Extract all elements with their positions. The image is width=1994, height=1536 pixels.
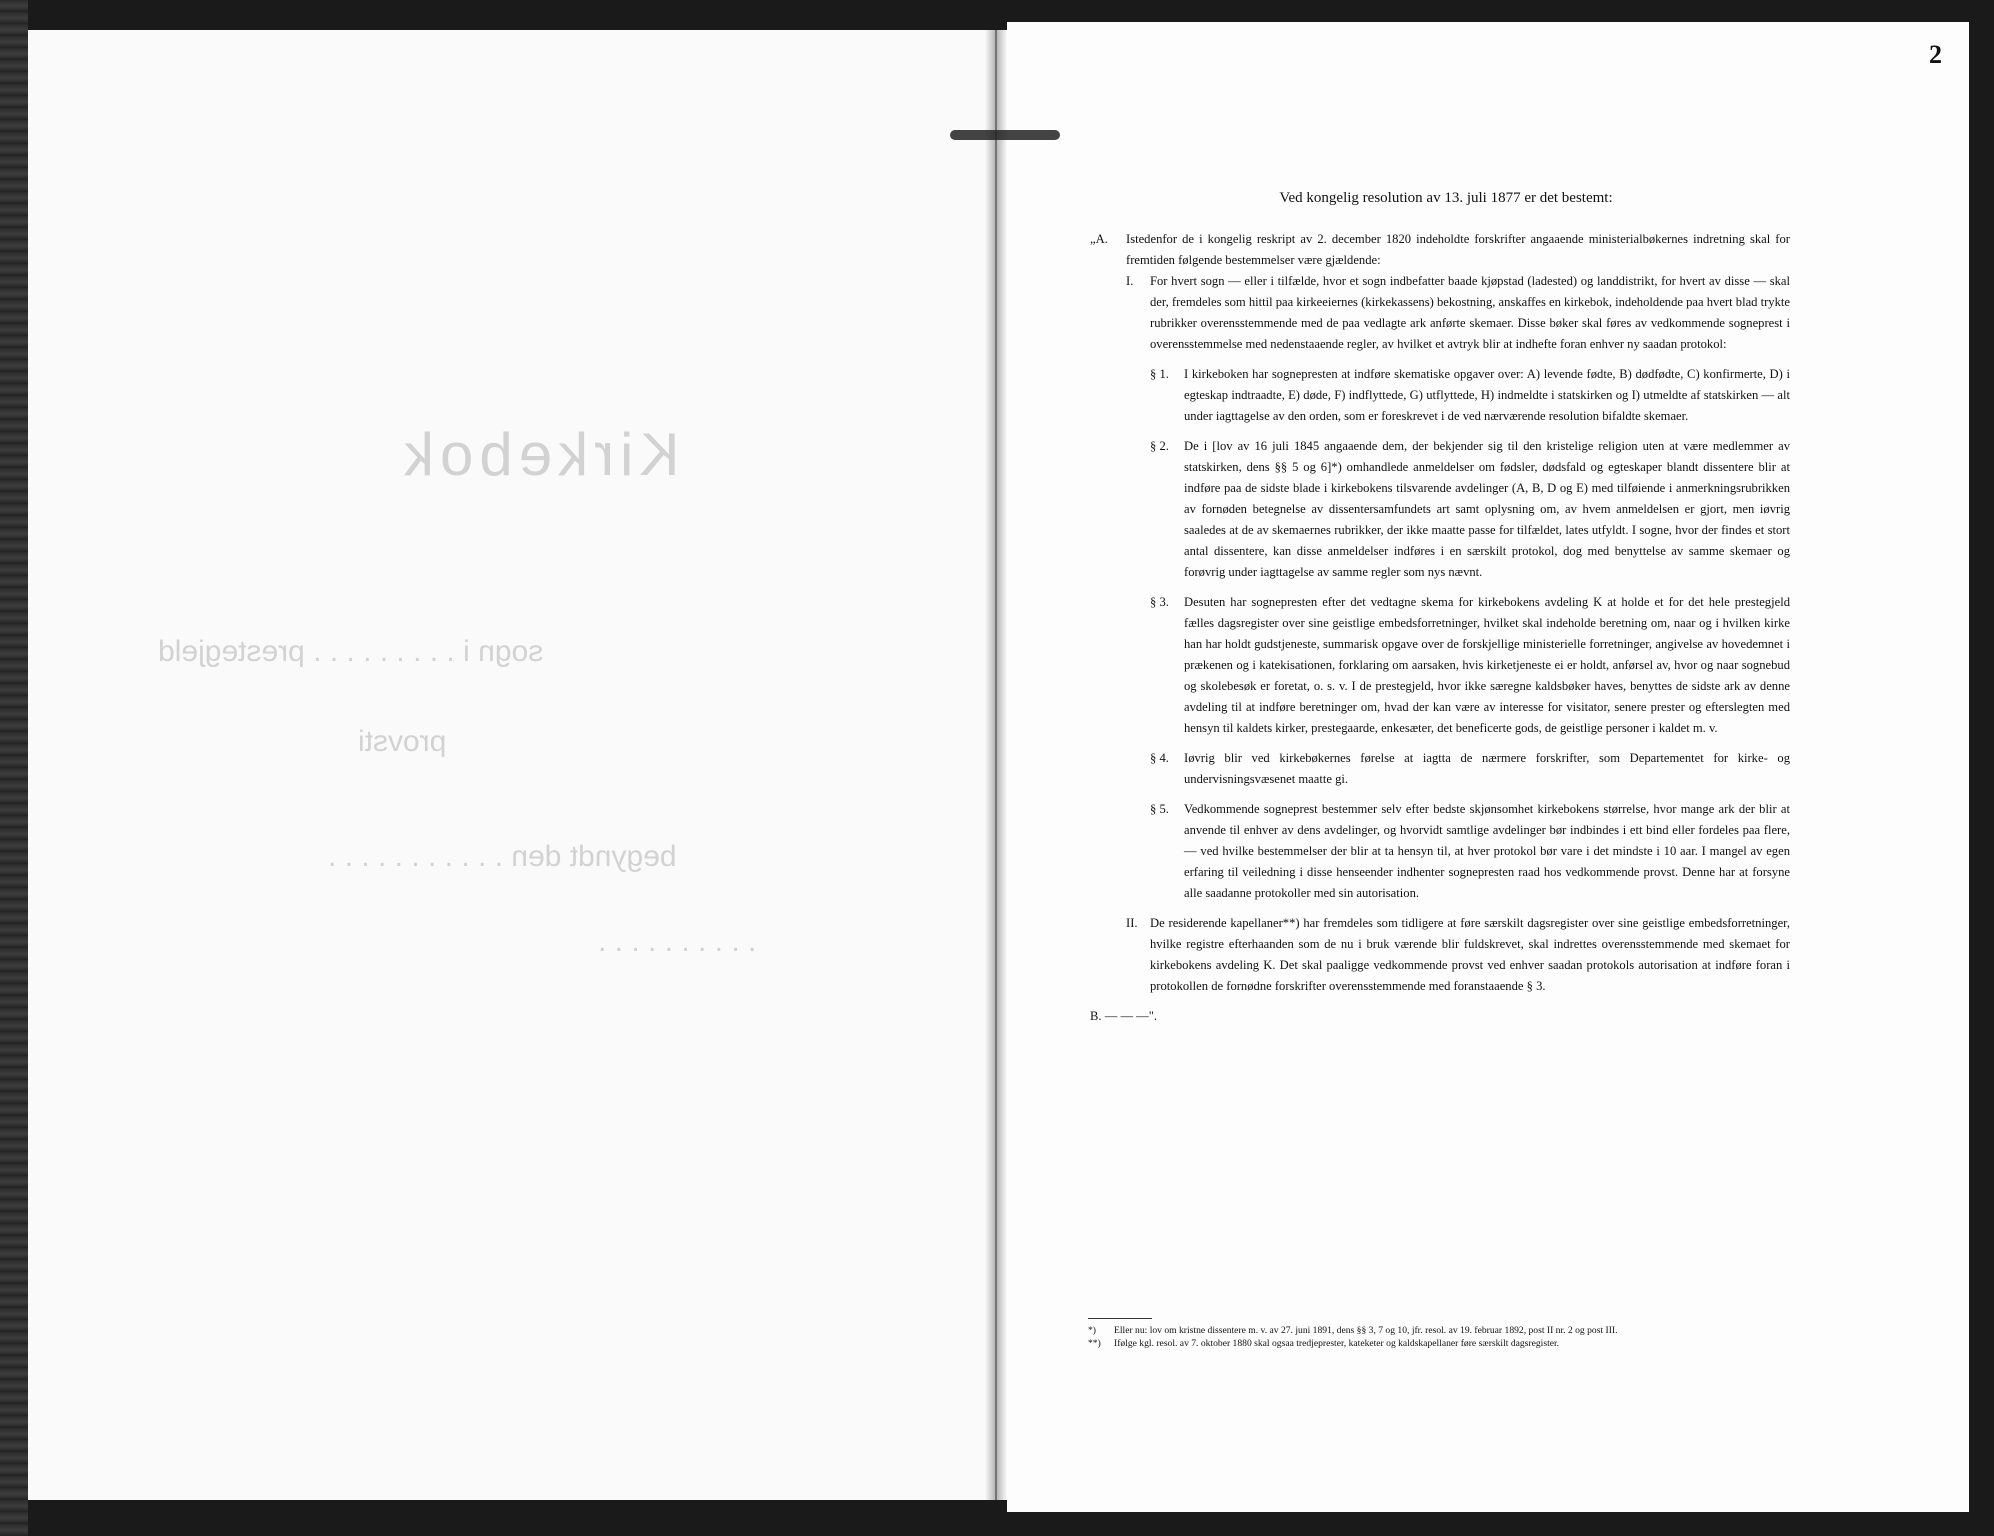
part-i	[1126, 271, 1790, 355]
footnote-text: Ifølge kgl. resol. av 7. oktober 1880 skal ogsaa tredjeprester, kateketer og kaldskapellaner føre særskilt dagsregister.	[1114, 1338, 1560, 1349]
footnote-label: *)	[1088, 1325, 1096, 1336]
footnote	[1088, 1324, 1800, 1337]
book-spine	[0, 0, 28, 1536]
paragraph-4	[1150, 748, 1790, 790]
bleed-through-line: sogn i . . . . . . . . . prestegjeld	[158, 635, 544, 668]
section-a-intro: Istedenfor de i kongelig reskript av 2. december 1820 indeholdte forskrifter angaaende ministerialbøkernes indretning skal for fremtiden følgende bestemmelser være gjældende:	[1126, 232, 1790, 267]
paragraph-5	[1150, 799, 1790, 904]
footnote-rule	[1088, 1318, 1152, 1319]
part-i-label: I.	[1126, 274, 1134, 288]
bleed-through-line: provsti	[358, 725, 447, 758]
paragraph-label: § 4.	[1150, 751, 1169, 765]
section-a	[1090, 229, 1790, 904]
page-heading: Ved kongelig resolution av 13. juli 1877 er det bestemt:	[1279, 190, 1613, 206]
section-a-label: „A.	[1090, 232, 1108, 246]
footnote-text: Eller nu: lov om kristne dissentere m. v. av 27. juni 1891, dens §§ 3, 7 og 10, jfr. resol. av 19. februar 1892, post II nr. 2 og post III.	[1114, 1325, 1618, 1336]
paragraph-label: § 1.	[1150, 367, 1169, 381]
footnote	[1088, 1337, 1800, 1350]
paragraph-3	[1150, 592, 1790, 739]
paragraph-text: Iøvrig blir ved kirkebøkernes førelse at iagtta de nærmere forskrifter, som Departementet for kirke- og undervisningsvæsenet maatte gi.	[1184, 751, 1790, 786]
paragraph-label: § 3.	[1150, 595, 1169, 609]
left-page	[28, 30, 1002, 1500]
paragraph-2	[1150, 436, 1790, 583]
book-gutter	[985, 30, 1007, 1500]
resolution-text	[1090, 188, 1790, 1027]
paragraph-text: Vedkommende sogneprest bestemmer selv efter bedste skjønsomhet kirkebokens størrelse, hvor mange ark der blir at anvende til enhver av dens avdelinger, og hvorvidt samtlige avdelinger bør indbindes i ett bind eller fordeles paa flere, — ved hvilke bestemmelser der blir at ta hensyn til, at hver protokol bør vare i det mindste i 10 aar. I mangel av egen erfaring til veiledning i disse henseender indhenter sognepresten raad hos vedkommende provst. Denne har at forsyne alle saadanne protokoller med sin autorisation.	[1184, 802, 1790, 900]
paragraph-text: I kirkeboken har sognepresten at indføre skematiske opgaver over: A) levende fødte, B) dødfødte, C) konfirmerte, D) i egteskap indtraadte, E) døde, F) indflyttede, G) utflyttede, H) indmeldte i statskirken og I) utmeldte af statskirken — alt under iagttagelse av den orden, som er foreskrevet i de ved nærværende resolution bifaldte skemaer.	[1184, 367, 1790, 423]
bleed-through-line: begyndt den . . . . . . . . . . .	[328, 840, 677, 873]
part-ii-text: De residerende kapellaner**) har fremdeles som tidligere at føre særskilt dagsregister over sine geistlige embedsforretninger, hvilke registre efterhaanden som de nu i bruk værende blir fuldskrevet, skal indrettes overensstemmende med skemaet for kirkebokens avdeling K. Det skal paaligge vedkommende provst ved enhver saadan protokols autorisation at indføre foran i protokollen de fornødne forskrifter overensstemmende med foranstaaende § 3.	[1150, 916, 1790, 993]
part-ii-label: II.	[1126, 916, 1138, 930]
section-b: B. — — —".	[1090, 1009, 1158, 1023]
paragraph-text: Desuten har sognepresten efter det vedtagne skema for kirkebokens avdeling K at holde et for det hele prestegjeld fælles dagsregister over sine geistlige embedsforretninger, hvilket skal indeholde beretning om, naar og i hvilken kirke han har holdt gudstjeneste, summarisk opgave over de forskjellige ministerielle forretninger, angivelse av hovedemnet i prækenen og i katekisationen, forklaring om aarsaken, hvis kirketjeneste ei er holdt, anførsel av, hvor og naar sognebud og skolebesøk er foretat, o. s. v. I de prestegjeld, hvor ikke særegne kaldsbøker haves, benyttes de sidste ark av denne avdeling til at indføre beretninger om, hvad der kan være av interesse for visitator, senere prester og efterslegten med hensyn til kaldets kirker, prestegaarde, enkesæter, det beneficerte gods, de geistlige personer i kaldet m. v.	[1184, 595, 1790, 735]
paragraph-label: § 5.	[1150, 802, 1169, 816]
ink-mark	[950, 130, 1060, 140]
paragraph-1	[1150, 364, 1790, 427]
part-ii	[1126, 913, 1790, 997]
part-i-text: For hvert sogn — eller i tilfælde, hvor et sogn indbefatter baade kjøpstad (ladested) og landdistrikt, for hvert av disse — skal der, fremdeles som hittil paa kirkeeiernes (kirkekassens) bekostning, anskaffes en kirkebok, indeholdende paa hvert blad trykte rubrikker overensstemmende med de paa vedlagte ark anførte skemaer. Disse bøker skal føres av vedkommende sogneprest i overensstemmelse med nedenstaaende regler, av hvilket et avtryk blir at indhefte foran enhver ny saadan protokol:	[1150, 274, 1790, 351]
footnote-label: **)	[1088, 1338, 1101, 1349]
bleed-through-title: Kirkebok	[398, 421, 680, 488]
page-number: 2	[1929, 40, 1942, 69]
paragraph-text: De i [lov av 16 juli 1845 angaaende dem, der bekjender sig til den kristelige religion uten at være medlemmer av statskirken, dens §§ 5 og 6]*) omhandlede anmeldelser om fødsler, dødsfald og egteskaper blandt dissentere blir at indføre paa de sidste blade i kirkebokens tilsvarende avdelinger (A, B, D og E) med tilføiende i anmerkningsrubrikken av fornøden betegnelse av dissentersamfundets art samt oplysning om, av hvem anmeldelsen er gjort, men iøvrig saaledes at de av skemaernes rubrikker, der ikke maatte passe for tilfældet, lates utfyldt. I sogne, hvor der findes et stort antal dissentere, kan disse anmeldelser indføres i en særskilt protokol, dog med benyttelse av samme skemaer og forøvrig under iagttagelse av samme regler som nys nævnt.	[1184, 439, 1790, 579]
bleed-through-line: . . . . . . . . . .	[598, 925, 757, 958]
footnotes	[1088, 1318, 1800, 1350]
paragraph-label: § 2.	[1150, 439, 1169, 453]
